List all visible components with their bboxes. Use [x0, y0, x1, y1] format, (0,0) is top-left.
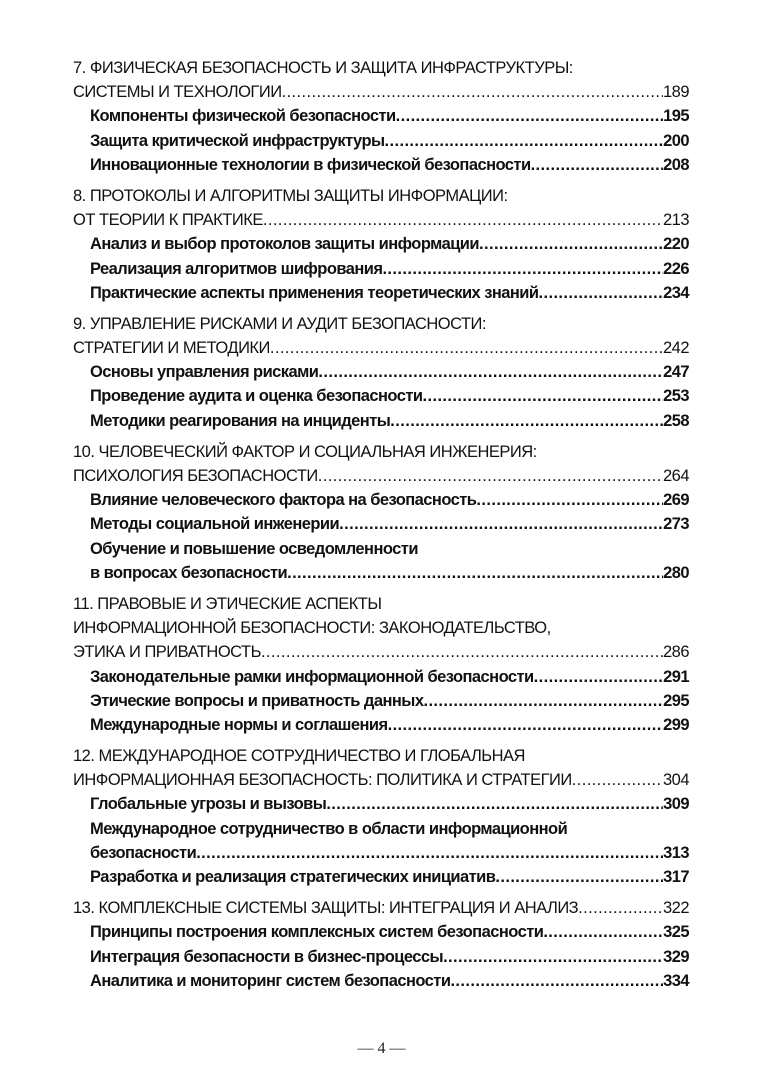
toc-entry-title: Методики реагирования на инциденты — [90, 411, 391, 430]
section-entry[interactable] — [73, 665, 689, 689]
dot-leader — [543, 920, 663, 944]
page-reference: 234 — [663, 283, 689, 302]
toc-entry-title: Практические аспекты применения теоретических знаний — [90, 283, 539, 302]
toc-entry-row[interactable] — [90, 865, 689, 889]
chapter-title[interactable] — [73, 592, 689, 665]
section-entry[interactable] — [73, 360, 689, 384]
page-reference: 329 — [663, 947, 689, 966]
toc-line: ИНФОРМАЦИОННОЙ БЕЗОПАСНОСТИ: ЗАКОНОДАТЕЛЬСТВО, — [73, 619, 551, 638]
toc-entry-title: Международные нормы и соглашения — [90, 715, 388, 734]
chapter-block — [73, 184, 689, 305]
toc-entry-title: Глобальные угрозы и вызовы — [90, 795, 327, 814]
toc-entry-title: безопасности — [90, 843, 197, 862]
toc-entry-title: ИНФОРМАЦИОННАЯ БЕЗОПАСНОСТЬ: ПОЛИТИКА И СТРАТЕГИИ — [73, 771, 572, 790]
page-reference: 304 — [662, 771, 689, 790]
dot-leader — [396, 104, 663, 128]
toc-line: 10. ЧЕЛОВЕЧЕСКИЙ ФАКТОР И СОЦИАЛЬНАЯ ИНЖЕНЕРИЯ: — [73, 442, 537, 461]
page-reference: 253 — [663, 387, 689, 406]
page-reference: 247 — [663, 363, 689, 382]
toc-entry-title: ЭТИКА И ПРИВАТНОСТЬ — [73, 643, 261, 662]
toc-entry-title: Реализация алгоритмов шифрования — [90, 259, 383, 278]
section-entry[interactable] — [73, 969, 689, 993]
toc-entry-title: Законодательные рамки информационной безопасности — [90, 667, 534, 686]
toc-line: 11. ПРАВОВЫЕ И ЭТИЧЕСКИЕ АСПЕКТЫ — [73, 594, 382, 613]
toc-entry-row[interactable] — [90, 409, 689, 433]
toc-entry-title: Этические вопросы и приватность данных — [90, 691, 424, 710]
section-entry[interactable] — [73, 384, 689, 408]
page-reference: 200 — [663, 131, 689, 150]
section-entry[interactable] — [73, 865, 689, 889]
toc-entry-row[interactable] — [90, 281, 689, 305]
page-reference: 299 — [663, 715, 689, 734]
section-entry[interactable] — [73, 488, 689, 512]
toc-entry-title: Проведение аудита и оценка безопасности — [90, 387, 423, 406]
toc-entry-title: Влияние человеческого фактора на безопасность — [90, 491, 477, 510]
dot-leader — [261, 640, 663, 664]
toc-entry-title: Анализ и выбор протоколов защиты информации — [90, 235, 479, 254]
section-entry[interactable] — [73, 257, 689, 281]
chapter-block — [73, 592, 689, 737]
dot-leader — [539, 281, 664, 305]
page-reference: 334 — [663, 971, 689, 990]
toc-entry-title: СТРАТЕГИИ И МЕТОДИКИ — [73, 339, 270, 358]
page-number: — 4 — — [357, 1040, 406, 1057]
dot-leader — [479, 232, 663, 256]
page-reference: 242 — [662, 339, 689, 358]
page-reference: 295 — [663, 691, 689, 710]
chapter-title[interactable] — [73, 56, 689, 104]
chapter-block — [73, 744, 689, 889]
toc-entry-row[interactable] — [73, 208, 689, 232]
page-reference: 286 — [662, 643, 689, 662]
toc-entry-row[interactable] — [73, 464, 689, 488]
section-entry[interactable] — [73, 129, 689, 153]
section-entry[interactable] — [73, 945, 689, 969]
toc-entry-row[interactable] — [73, 80, 689, 104]
toc-entry-title: Принципы построения комплексных систем безопасности — [90, 923, 544, 942]
page-reference: 280 — [663, 563, 689, 582]
page-reference: 226 — [663, 259, 689, 278]
section-entry[interactable] — [73, 920, 689, 944]
toc-entry-title: СИСТЕМЫ И ТЕХНОЛОГИИ — [73, 83, 282, 102]
page-reference: 273 — [663, 515, 689, 534]
table-of-contents — [73, 56, 689, 1000]
dot-leader — [495, 865, 663, 889]
dot-leader — [443, 945, 663, 969]
toc-entry-row[interactable] — [90, 561, 689, 585]
section-entry[interactable] — [73, 792, 689, 816]
toc-entry-row[interactable] — [90, 841, 689, 865]
dot-leader — [572, 768, 663, 792]
chapter-title[interactable] — [73, 896, 689, 920]
chapter-block — [73, 440, 689, 585]
toc-entry-title: ОТ ТЕОРИИ К ПРАКТИКЕ — [73, 211, 263, 230]
chapter-title[interactable] — [73, 312, 689, 360]
page-reference: 195 — [663, 107, 689, 126]
toc-entry-title: Основы управления рисками — [90, 363, 319, 382]
dot-leader — [318, 360, 663, 384]
page-reference: 313 — [663, 843, 689, 862]
dot-leader — [287, 561, 663, 585]
toc-entry-title: Компоненты физической безопасности — [90, 107, 396, 126]
toc-entry-title: Разработка и реализация стратегических инициатив — [90, 868, 496, 886]
dot-leader — [263, 208, 663, 232]
toc-line: 8. ПРОТОКОЛЫ И АЛГОРИТМЫ ЗАЩИТЫ ИНФОРМАЦИИ: — [73, 186, 508, 205]
chapter-title[interactable] — [73, 440, 689, 488]
dot-leader — [282, 80, 663, 104]
section-entry[interactable] — [73, 689, 689, 713]
page-reference: 317 — [663, 868, 689, 886]
page-reference: 325 — [663, 923, 689, 942]
dot-leader — [385, 129, 664, 153]
toc-entry-title: Интеграция безопасности в бизнес-процессы — [90, 947, 444, 966]
dot-leader — [196, 841, 663, 865]
toc-entry-row[interactable] — [90, 512, 689, 536]
toc-entry-title: Аналитика и мониторинг систем безопасности — [90, 971, 451, 990]
dot-leader — [534, 665, 663, 689]
page-reference: 213 — [662, 211, 689, 230]
page-reference: 220 — [663, 235, 689, 254]
toc-entry-row[interactable] — [73, 640, 689, 664]
page-reference: 264 — [662, 467, 689, 485]
toc-entry-title: в вопросах безопасности — [90, 563, 288, 582]
dot-leader — [326, 792, 663, 816]
toc-entry-row[interactable] — [90, 129, 689, 153]
page-reference: 322 — [662, 899, 689, 918]
toc-entry-row[interactable] — [90, 384, 689, 408]
dot-leader — [388, 713, 664, 737]
section-entry[interactable] — [73, 537, 689, 585]
toc-entry-row[interactable] — [90, 945, 689, 969]
dot-leader — [318, 464, 663, 488]
page-reference: 258 — [663, 411, 689, 430]
toc-entry-title: Защита критической инфраструктуры — [90, 131, 385, 150]
toc-entry-row[interactable] — [90, 360, 689, 384]
page-reference: 269 — [663, 491, 689, 510]
toc-line: Международное сотрудничество в области информационной — [90, 819, 568, 838]
toc-entry-row[interactable] — [90, 689, 689, 713]
section-entry[interactable] — [73, 512, 689, 536]
toc-line: Обучение и повышение осведомленности — [90, 539, 418, 558]
dot-leader — [450, 969, 663, 993]
dot-leader — [270, 336, 663, 360]
dot-leader — [423, 384, 664, 408]
toc-entry-row[interactable] — [73, 336, 689, 360]
toc-line: 12. МЕЖДУНАРОДНОЕ СОТРУДНИЧЕСТВО И ГЛОБАЛЬНАЯ — [73, 747, 525, 766]
page-reference: 208 — [663, 155, 689, 174]
toc-entry-row[interactable] — [90, 153, 689, 177]
dot-leader — [390, 409, 663, 433]
chapter-block — [73, 56, 689, 177]
toc-entry-title: 13. КОМПЛЕКСНЫЕ СИСТЕМЫ ЗАЩИТЫ: ИНТЕГРАЦИЯ И АНАЛИЗ — [73, 899, 579, 918]
toc-entry-row[interactable] — [73, 896, 689, 920]
toc-entry-row[interactable] — [90, 920, 689, 944]
section-entry[interactable] — [73, 104, 689, 128]
dot-leader — [382, 257, 663, 281]
toc-entry-row[interactable] — [90, 488, 689, 512]
page-reference: 189 — [662, 83, 689, 102]
section-entry[interactable] — [73, 232, 689, 256]
toc-entry-row[interactable] — [90, 792, 689, 816]
section-entry[interactable] — [73, 817, 689, 865]
toc-entry-row[interactable] — [90, 257, 689, 281]
section-entry[interactable] — [73, 281, 689, 305]
dot-leader — [423, 689, 663, 713]
chapter-title[interactable] — [73, 184, 689, 232]
toc-line: 9. УПРАВЛЕНИЕ РИСКАМИ И АУДИТ БЕЗОПАСНОСТИ: — [73, 314, 487, 333]
page-reference: 309 — [663, 795, 689, 814]
page-reference: 291 — [663, 667, 689, 686]
toc-entry-title: Методы социальной инженерии — [90, 515, 340, 534]
dot-leader — [339, 512, 663, 536]
toc-entry-row[interactable] — [73, 768, 689, 792]
toc-entry-title: ПСИХОЛОГИЯ БЕЗОПАСНОСТИ — [73, 467, 318, 485]
chapter-block — [73, 896, 689, 993]
toc-entry-row[interactable] — [90, 713, 689, 737]
section-entry[interactable] — [73, 713, 689, 737]
section-entry[interactable] — [73, 409, 689, 433]
toc-entry-row[interactable] — [90, 232, 689, 256]
dot-leader — [578, 896, 663, 920]
toc-entry-title: Инновационные технологии в физической безопасности — [90, 155, 531, 174]
section-entry[interactable] — [73, 153, 689, 177]
chapter-block — [73, 312, 689, 433]
dot-leader — [476, 488, 663, 512]
chapter-title[interactable] — [73, 744, 689, 792]
toc-entry-row[interactable] — [90, 665, 689, 689]
toc-entry-row[interactable] — [90, 969, 689, 993]
dot-leader — [531, 153, 664, 177]
toc-line: 7. ФИЗИЧЕСКАЯ БЕЗОПАСНОСТЬ И ЗАЩИТА ИНФРАСТРУКТУРЫ: — [73, 59, 573, 77]
toc-entry-row[interactable] — [90, 104, 689, 128]
